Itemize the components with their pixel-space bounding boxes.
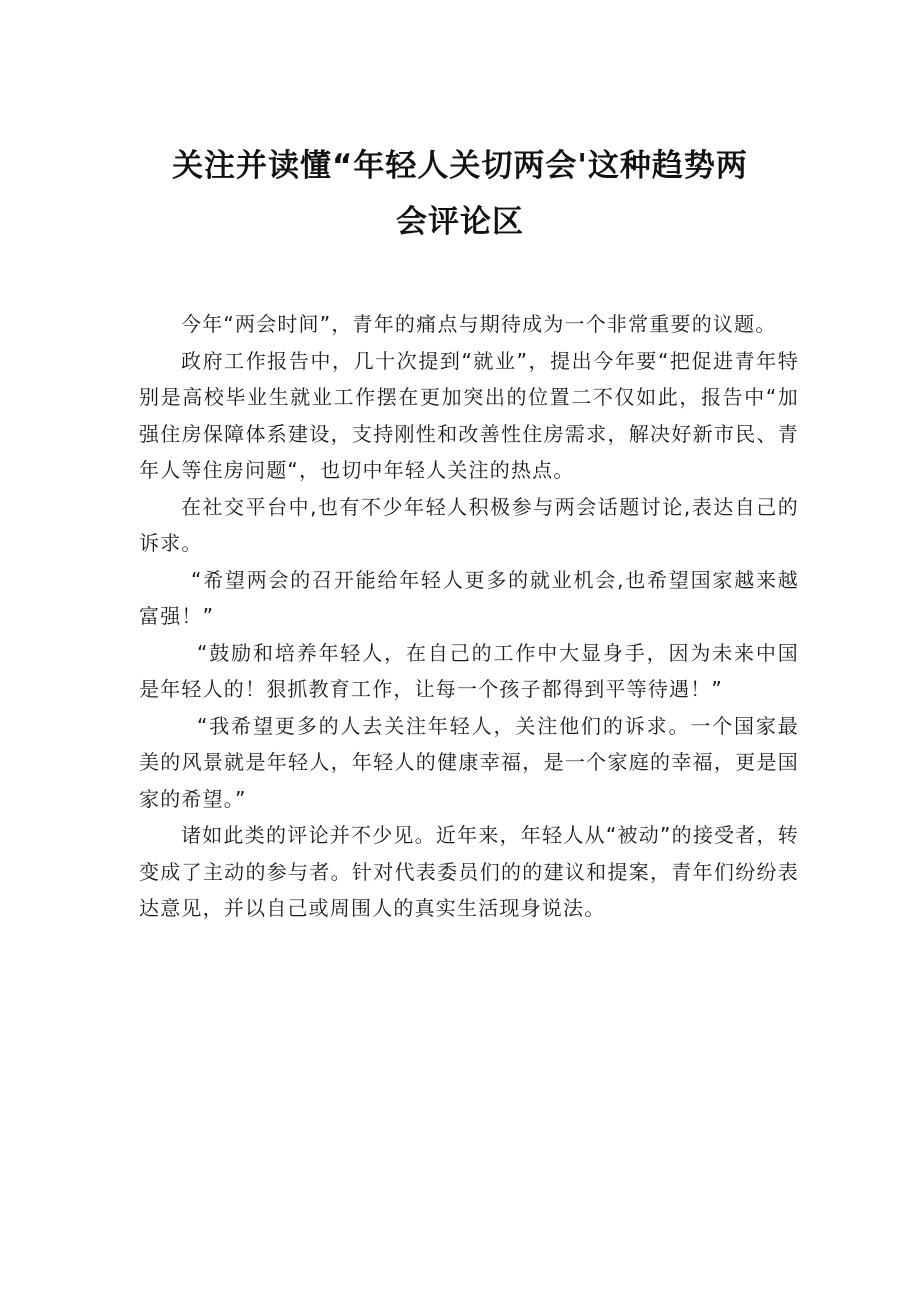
quote-paragraph-1: “希望两会的召开能给年轻人更多的就业机会,也希望国家越来越富强！” — [139, 567, 799, 628]
paragraph-7: 诸如此类的评论并不少见。近年来，年轻人从“被动”的接受者，转变成了主动的参与者。针对代表委员们的的建议和提案，青年们纷纷表达意见，并以自己或周围人的真实生活现身说法。 — [139, 823, 799, 920]
paragraph-3: 在社交平台中,也有不少年轻人积极参与两会话题讨论,表达自己的诉求。 — [139, 494, 799, 555]
quote-paragraph-3: “我希望更多的人去关注年轻人，关注他们的诉求。一个国家最美的风景就是年轻人，年轻人的健康幸福，是一个家庭的幸福，更是国家的希望。” — [139, 713, 799, 811]
document-title-line-2: 会评论区 — [396, 204, 524, 240]
paragraph-2: 政府工作报告中，几十次提到“就业”，提出今年要“把促进青年特别是高校毕业生就业工作摆在更加突出的位置二不仅如此，报告中“加强住房保障体系建设，支持刚性和改善性住房需求，解决好新市民、青年人等住房问题“，也切中年轻人关注的热点。 — [139, 348, 799, 482]
quote-paragraph-2: “鼓励和培养年轻人，在自己的工作中大显身手，因为未来中国是年轻人的！狠抓教育工作，让每一个孩子都得到平等待遇！” — [139, 640, 799, 701]
document-title-line-1: 关注并读懂“年轻人关切两会'这种趋势两 — [172, 148, 748, 184]
paragraph-1: 今年“两会时间”，青年的痛点与期待成为一个非常重要的议题。 — [181, 312, 777, 336]
document-body — [139, 306, 799, 927]
